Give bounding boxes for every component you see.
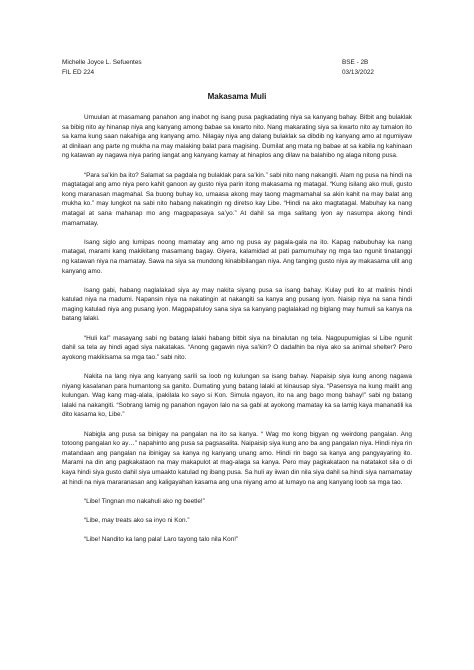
author-name: Michelle Joyce L. Sefuentes [62, 59, 142, 66]
paragraph: Umuulan at masamang panahon ang inabot ng isang pusa pagkadating niya sa kanyang bahay. Bitbit ang bulaklak sa bibig nito ay hinanap niya ang kanyang among babae sa kwarto nito. Nang makarating siya sa kwarto nito ay tumalon ito sa kama kung saan nakahiga ang kanyang amo. Nilagay niya ang dalang bulaklak sa dibdib ng kanyang amo at ngumiyaw at dinilaan ang parte ng mukha na may malaking balat para magising. Dumilat ang mata ng babae at sa kabila ng kahinaan ng katawan ay nagawa niya paring iangat ang kanyang kamay at hinaplos ang dilaw na balahibo ng alaga nitong pusa. [62, 114, 412, 160]
document-body [62, 113, 412, 554]
section-label: BSE - 2B [342, 59, 369, 66]
document-title: Makasama Muli [207, 92, 267, 101]
date-label: 03/13/2022 [342, 69, 374, 76]
dialogue-line: “Libe, may treats ako sa inyo ni Kon.” [84, 516, 190, 524]
dialogue-line: “Libe! Nandito ka lang pala! Laro tayong talo nila Kon!” [84, 536, 239, 544]
course-code: FIL ED 224 [62, 69, 95, 76]
paragraph: “Para sa’kin ba ito? Salamat sa pagdala ng bulaklak para sa’kin.” sabi nito nang nakangiti. Alam ng pusa na hindi na magtatagal ang amo niya pero kahit ganoon ay gusto niya parin itong makasama ng matagal. “Kung isilang ako muli, gusto kong maranasan magmahal. Sa buong buhay ko, umaasa akong may taong magmamahal sa akin kahit na may balat ang mukha ko.” may lungkot na sabi nito habang nakatingin ng diretso kay Libe. “Hindi na ako magtatagal. Mabuhay ka nang matagal at sana mahanap mo ang magpapasaya sa’yo.” At dahil sa mga salitang iyon ay nasumpa akong hindi mamamatay. [62, 171, 412, 227]
header-block [62, 58, 412, 78]
paragraph: Nakita na lang niya ang kanyang sarili sa loob ng kulungan sa isang bahay. Napaisip siya kung anong nagawa niyang kasalanan para humantong sa ganito. Dumating yung batang lalaki at kinausap siya. “Pasensya na kung mailit ang kulungan. Wag kang mag-alala, ipakilala ko sayo si Kon. Simula ngayon, ito na ang bago mong bahay!” sabi ng batang lalaki na nakangiti. “Sobrang lamig ng panahon ngayon lalo na sa gabi at ayokong mamatay ka sa lamig kaya mananatili ka dito kasama ko, Libe.” [62, 373, 412, 419]
paragraph: Isang gabi, habang naglalakad siya ay may nakita siyang pusa sa isang bahay. Kulay puti ito at malinis hindi katulad niya na madumi. Napansin niya na nakatingin at nakangiti sa kanya ang pusang iyon. Naisip niya na sana hindi maging katulad niya ang pusang iyon. Magpapatuloy sana siya sa kanyang paglalakad ng biglang may humuli sa kanya na batang lalaki. [62, 286, 412, 323]
paragraph: Nabigla ang pusa sa binigay na pangalan na ito sa kanya. “ Wag mo kong bigyan ng weirdong pangalan. Ang totoong pangalan ko ay…” napahinto ang pusa sa pagsasalita. Naipaisip siya kung ano ba ang pangalan niya. Hindi niya rin matandaan ang pangalan na ibinigay sa kanya ng kanyang unang amo. Hindi rin bago sa kanya ang pangyayaring ito. Marami na din ang pagkakataon na may makapulot at mag-alaga sa kanya. Pero may pagkakataon na natatakot sila o di kaya hindi siya gusto dahil siya umaakto katulad ng ibang pusa. Sa huli ay iiwan din nila siya dahil sa hindi siya namamatay at hindi na niya mararanasan ang kaligayahan kasama ang una niyang amo at lumayo na ang kanyang loob sa mga tao. [62, 430, 412, 486]
paragraph: Isang siglo ang lumipas noong mamatay ang amo ng pusa ay pagala-gala na ito. Kapag nabubuhay ka nang matagal, marami kang makikitang masamang bagay. Giyera, kalamidad at pati pamumuhay ng mga tao ngunit tinatanggi ng katawan niya na mamatay. Sawa na siya sa mundong kinabibilangan niya. Ang tanging gusto niya ay makasama ulit ang kanyang amo. [62, 238, 412, 275]
dialogue-line: “Libe! Tingnan mo nakahuli ako ng beetle!” [84, 497, 205, 505]
paragraph: “Huli ka!” masayang sabi ng batang lalaki habang bitbit siya na binalutan ng tela. Nagpupumiglas si Libe ngunit dahil sa tela ay hindi agad siya nakatakas. “Anong gagawin niya sa’kin? O dadalhin ba niya ako sa animal shelter? Pero ayokong makikisama sa mga tao.” sabi nito. [62, 334, 412, 361]
